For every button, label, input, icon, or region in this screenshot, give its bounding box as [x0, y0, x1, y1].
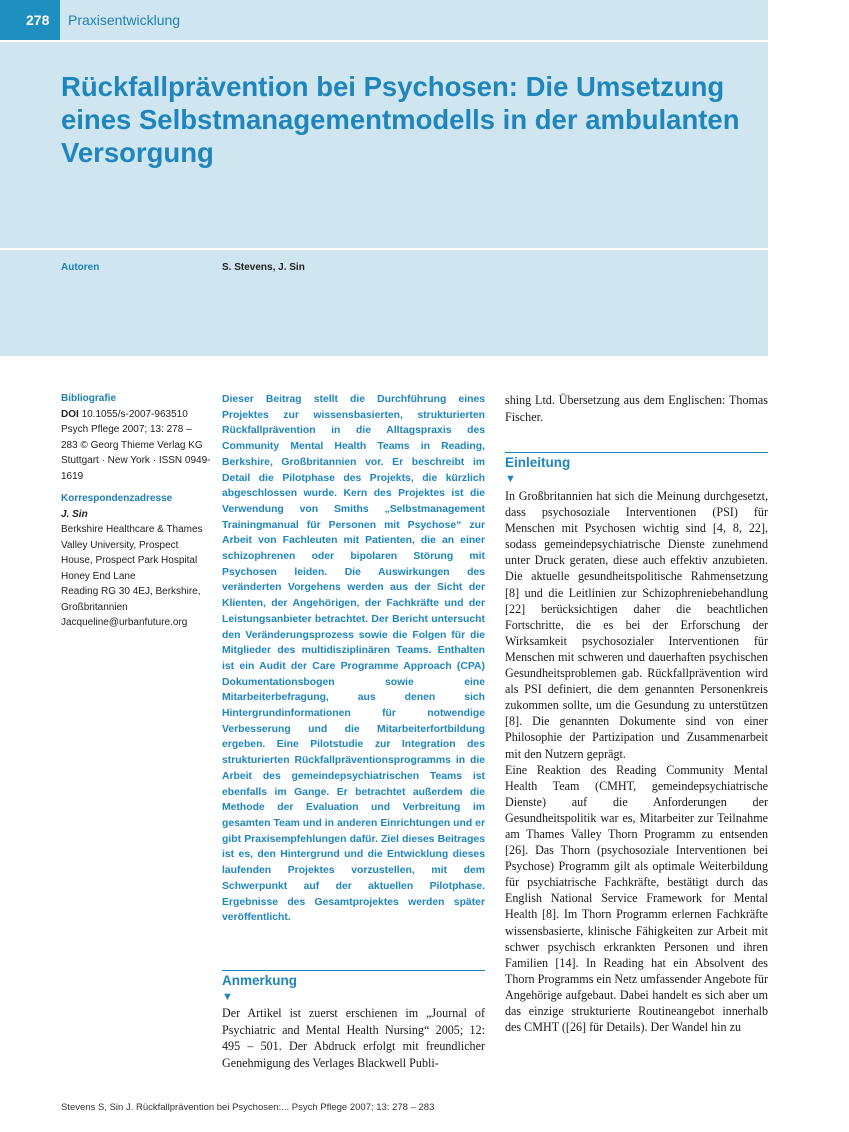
doi-label: DOI: [61, 408, 79, 420]
doi-line: [61, 407, 211, 423]
address-line: Berkshire Healthcare & Thames Valley University, Prospect House, Prospect Park Hospital: [61, 524, 203, 566]
korrespondenz-heading: Korrespondenzadresse: [61, 493, 173, 504]
paragraph: Eine Reaktion des Reading Community Mental Health Team (CMHT, gemeindepsychiatrische Dienste) auf die Anforderungen der Gesundheitspolitik war es, Mitarbeiter zur Teilnahme am Thames Valley Thorn Programm zu entsenden [26]. Das Thorn (psychosoziale Interventionen bei Psychose) Programm gilt als optimale Weiterbildung für psychiatrische Fachkräfte, bestätigt durch das English National Service Framework for Mental Health [8]. Im Thorn Programm erlernen Fachkräfte wissensbasierte, klinische Fähigkeiten zur Arbeit mit schwer psychisch erkrankten Personen und ihren Familien [14]. In Reading hat ein Absolvent des Thorn Programms ein Netz umfassender Angebote für Angehörige aufgebaut. Dabei handelt es sich aber um das einzige strukturierte Routineangebot innerhalb des CMHT ([26] für Details). Der Wandel hin zu: [505, 762, 768, 1035]
abstract: Dieser Beitrag stellt die Durchführung eines Projektes zur wissensbasierten, strukturierten Rückfallprävention in die Alltagspraxis des Community Mental Health Teams in Reading, Berkshire, Großbritannien vor. Er beschreibt im Detail die Pilotphase des Projekts, die kürzlich abgeschlossen wurde. Kern des Projektes ist die Verwendung von Smiths „Selbstmanagement Trainingmanual für Personen mit Psychose“ zur Arbeit von Fachleuten mit Patienten, die an einer schizophrenen oder bipolaren Störung mit Psychosen leiden. Die Auswirkungen des veränderten Vorgehens werden aus der Sicht der Klienten, der Angehörigen, der Fachkräfte und der Leistungsanbieter betrachtet. Der Bericht untersucht den Veränderungsprozess sowie die Folgen für die Mitglieder des multidisziplinären Teams. Enthalten ist ein Audit der Care Programme Approach (CPA) Dokumentationsbogen sowie eine Mitarbeiterbefragung, aus denen sich Hintergrundinformationen für notwendige Verbesserung und die Mitarbeiterfortbildung ergeben. Eine Pilotstudie zur Integration des strukturierten Rückfallpräventionsprogramms in die Arbeit des gemeindepsychiatrischen Teams ist ebenfalls im Gange. Er betrachtet außerdem die Methode der Evaluation und Verbreitung im gesamten Team und in anderen Einrichtungen und er gibt Praxisempfehlungen dafür. Ziel dieses Beitrages ist es, den Hintergrund und die Entwicklung dieses laufenden Projektes vorzustellen, mit dem Schwerpunkt auf der aktuellen Pilotphase. Ergebnisse des Gesamtprojektes werden später veröffentlicht.: [222, 394, 485, 924]
anmerkung-heading: Anmerkung: [222, 973, 298, 988]
contact-name: J. Sin: [61, 508, 88, 520]
einleitung-body: [505, 488, 768, 1035]
authors-names: S. Stevens, J. Sin: [222, 262, 305, 273]
bibliography-column: [61, 391, 211, 631]
article-title: Rückfallprävention bei Psychosen: Die Umsetzung eines Selbstmanagementmodells in der ambulanten Versorgung: [61, 71, 740, 168]
page-footer: Stevens S, Sin J. Rückfallprävention bei Psychosen:... Psych Pflege 2007; 13: 278 – 283: [61, 1102, 435, 1113]
email-address: Jacqueline@urbanfuture.org: [61, 617, 188, 628]
author-band: [0, 250, 768, 356]
section-label: Praxisentwicklung: [68, 12, 181, 28]
anmerkung-text: Der Artikel ist zuerst erschienen im „Journal of Psychiatric and Mental Health Nursing“ 2005; 12: 495 – 501. Der Abdruck erfolgt mit freundlicher Genehmigung des Verlages Blackwell Publi-: [222, 1006, 485, 1070]
citation: Psych Pflege 2007; 13: 278 – 283 © Georg Thieme Verlag KG Stuttgart · New York · ISSN 0949-1619: [61, 424, 211, 482]
paragraph: In Großbritannien hat sich die Meinung durchgesetzt, dass psychosoziale Interventionen (PSI) für Menschen mit Psychosen wichtig sind [4, 8, 22], sodass gemeindepsychiatrische Dienste zunehmend unter Druck geraten, diese auch effektiv anzubieten. Die aktuelle gesundheitspolitische Rahmensetzung [8] und die Leitlinien zur Schizophreniebehandlung [22] berücksichtigen daher die beachtlichen Fortschritte, die es bei der Erforschung der Wirksamkeit psychosozialer Interventionen für Menschen mit schweren und dauerhaften psychischen Gesundheitsproblemen gab. Rückfallprävention wird als PSI definiert, die dem genannten Personenkreis zukommen sollte, um die Gesundung zu unterstützen [8]. Die genannten Dokumente sind von einer Philosophie der Partizipation und Zusammenarbeit mit den Nutzern geprägt.: [505, 489, 768, 761]
divider: [505, 452, 768, 453]
address-line: Reading RG 30 4EJ, Berkshire, Großbritannien: [61, 586, 201, 613]
bibliografie-heading: Bibliografie: [61, 393, 117, 404]
page-number: 278: [0, 0, 60, 40]
triangle-down-icon: ▼: [505, 473, 516, 485]
continued-text: shing Ltd. Übersetzung aus dem Englischen: Thomas Fischer.: [505, 393, 768, 424]
authors-label: Autoren: [61, 262, 100, 273]
einleitung-heading: Einleitung: [505, 455, 571, 470]
address-line: Honey End Lane: [61, 570, 136, 582]
triangle-down-icon: ▼: [222, 991, 233, 1003]
divider: [222, 970, 485, 971]
doi-value: 10.1055/s-2007-963510: [81, 408, 188, 420]
